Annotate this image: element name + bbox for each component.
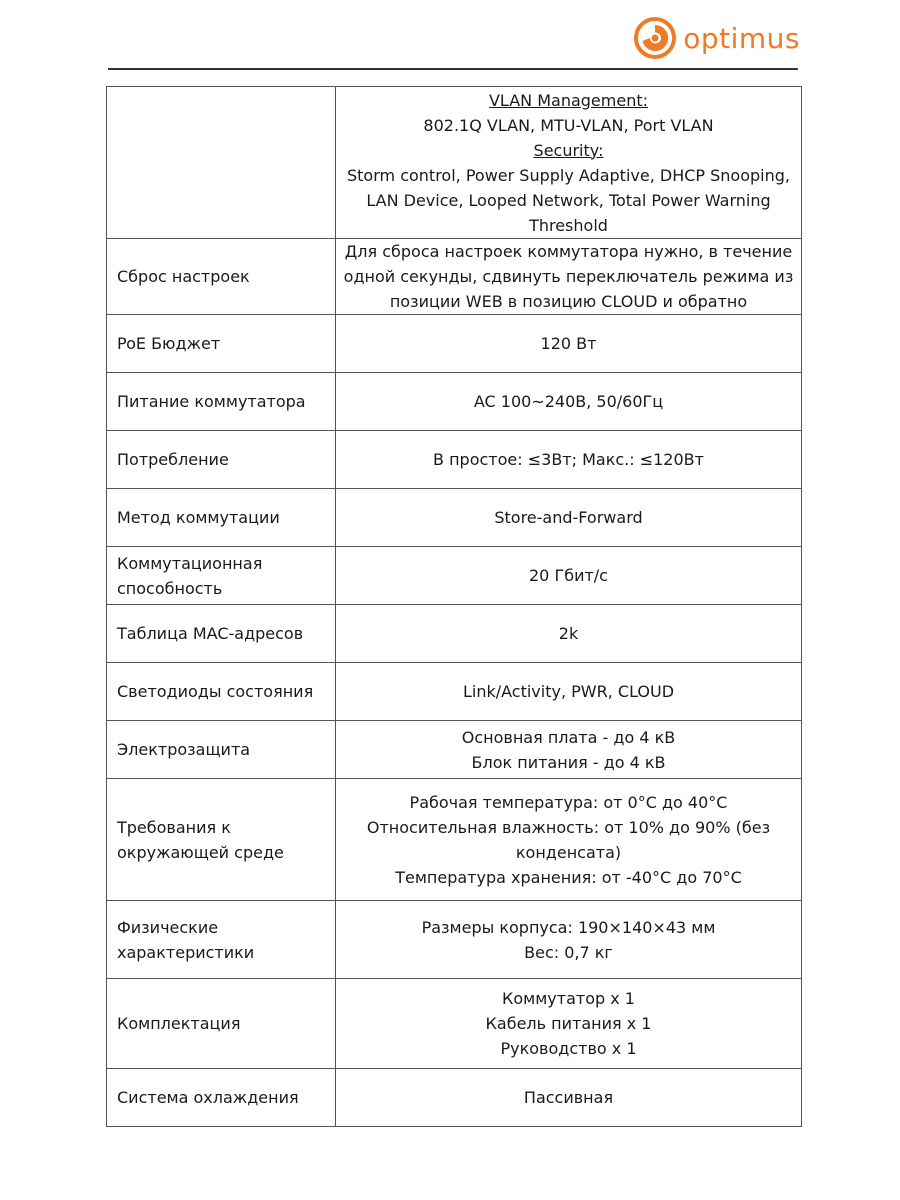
spec-param-name: Сброс настроек bbox=[107, 239, 336, 315]
spec-param-value bbox=[336, 431, 802, 489]
brand-name: optimus bbox=[683, 21, 800, 55]
spec-param-name: Коммутационная способность bbox=[107, 547, 336, 605]
spec-param-name: Потребление bbox=[107, 431, 336, 489]
spec-value-line: Относительная влажность: от 10% до 90% (без bbox=[366, 817, 771, 837]
spec-row bbox=[107, 431, 802, 489]
optimus-logo-icon bbox=[633, 16, 677, 60]
spec-param-value bbox=[336, 901, 802, 979]
brand-logo bbox=[633, 16, 800, 60]
spec-value-line: конденсата) bbox=[515, 842, 622, 862]
spec-value-line: Link/Activity, PWR, CLOUD bbox=[462, 682, 675, 701]
spec-param-value bbox=[336, 239, 802, 315]
spec-param-value bbox=[336, 779, 802, 901]
spec-param-value bbox=[336, 1069, 802, 1127]
spec-param-name: Питание коммутатора bbox=[107, 373, 336, 431]
spec-row bbox=[107, 1069, 802, 1127]
spec-param-name: Электрозащита bbox=[107, 721, 336, 779]
spec-value-line: AC 100~240В, 50/60Гц bbox=[473, 392, 664, 411]
spec-value-line: 2k bbox=[558, 624, 579, 643]
spec-value-line: Температура хранения: от -40°C до 70°C bbox=[395, 867, 742, 887]
spec-param-name: PoE Бюджет bbox=[107, 315, 336, 373]
spec-row bbox=[107, 87, 802, 239]
spec-param-value bbox=[336, 605, 802, 663]
spec-row bbox=[107, 979, 802, 1069]
spec-param-value bbox=[336, 547, 802, 605]
spec-section-heading: VLAN Management: bbox=[488, 90, 648, 110]
spec-value-line: Store-and-Forward bbox=[494, 508, 643, 527]
spec-value-line: Блок питания - до 4 кВ bbox=[471, 752, 666, 772]
spec-value-line: Основная плата - до 4 кВ bbox=[461, 727, 676, 747]
spec-value-line: 20 Гбит/с bbox=[529, 566, 608, 585]
spec-value-line: Коммутатор x 1 bbox=[502, 989, 635, 1008]
spec-value-line: Пассивная bbox=[523, 1088, 614, 1107]
spec-value-line: Для сброса настроек коммутатора нужно, в течение bbox=[344, 242, 793, 261]
spec-row bbox=[107, 315, 802, 373]
spec-value-line: Рабочая температура: от 0°C до 40°C bbox=[409, 792, 728, 812]
spec-value-line: одной секунды, сдвинуть переключатель режима из bbox=[343, 267, 794, 286]
spec-value-line: Threshold bbox=[529, 215, 608, 235]
spec-value-line: LAN Device, Looped Network, Total Power Warning bbox=[366, 190, 771, 210]
spec-row bbox=[107, 901, 802, 979]
spec-value-line: 120 Вт bbox=[540, 334, 597, 353]
spec-row bbox=[107, 239, 802, 315]
spec-param-name: Светодиоды состояния bbox=[107, 663, 336, 721]
spec-value-line: позиции WEB в позицию CLOUD и обратно bbox=[389, 292, 748, 311]
header-divider bbox=[108, 68, 798, 70]
spec-table bbox=[106, 86, 802, 1127]
spec-param-name bbox=[107, 87, 336, 239]
spec-value-line: Руководство x 1 bbox=[500, 1039, 637, 1058]
spec-row bbox=[107, 721, 802, 779]
spec-param-value bbox=[336, 373, 802, 431]
spec-param-value bbox=[336, 489, 802, 547]
spec-value-line: Размеры корпуса: 190×140×43 мм bbox=[421, 917, 716, 937]
spec-param-name: Требования к окружающей среде bbox=[107, 779, 336, 901]
spec-row bbox=[107, 489, 802, 547]
spec-param-value bbox=[336, 315, 802, 373]
spec-row bbox=[107, 547, 802, 605]
spec-value-line: В простое: ≤3Вт; Макс.: ≤120Вт bbox=[433, 450, 704, 469]
spec-param-value bbox=[336, 721, 802, 779]
spec-param-name: Комплектация bbox=[107, 979, 336, 1069]
spec-param-value bbox=[336, 87, 802, 239]
spec-param-name: Таблица MAC-адресов bbox=[107, 605, 336, 663]
spec-row bbox=[107, 663, 802, 721]
spec-param-name: Метод коммутации bbox=[107, 489, 336, 547]
spec-row bbox=[107, 779, 802, 901]
spec-param-value bbox=[336, 979, 802, 1069]
spec-value-line: Storm control, Power Supply Adaptive, DHCP Snooping, bbox=[347, 165, 790, 185]
spec-row bbox=[107, 605, 802, 663]
spec-row bbox=[107, 373, 802, 431]
spec-value-line: Вес: 0,7 кг bbox=[524, 942, 613, 962]
spec-section-heading: Security: bbox=[533, 140, 604, 160]
spec-value-line: 802.1Q VLAN, MTU-VLAN, Port VLAN bbox=[423, 115, 714, 135]
spec-param-value bbox=[336, 663, 802, 721]
spec-param-name: Физические характеристики bbox=[107, 901, 336, 979]
spec-param-name: Система охлаждения bbox=[107, 1069, 336, 1127]
spec-value-line: Кабель питания x 1 bbox=[485, 1014, 652, 1033]
